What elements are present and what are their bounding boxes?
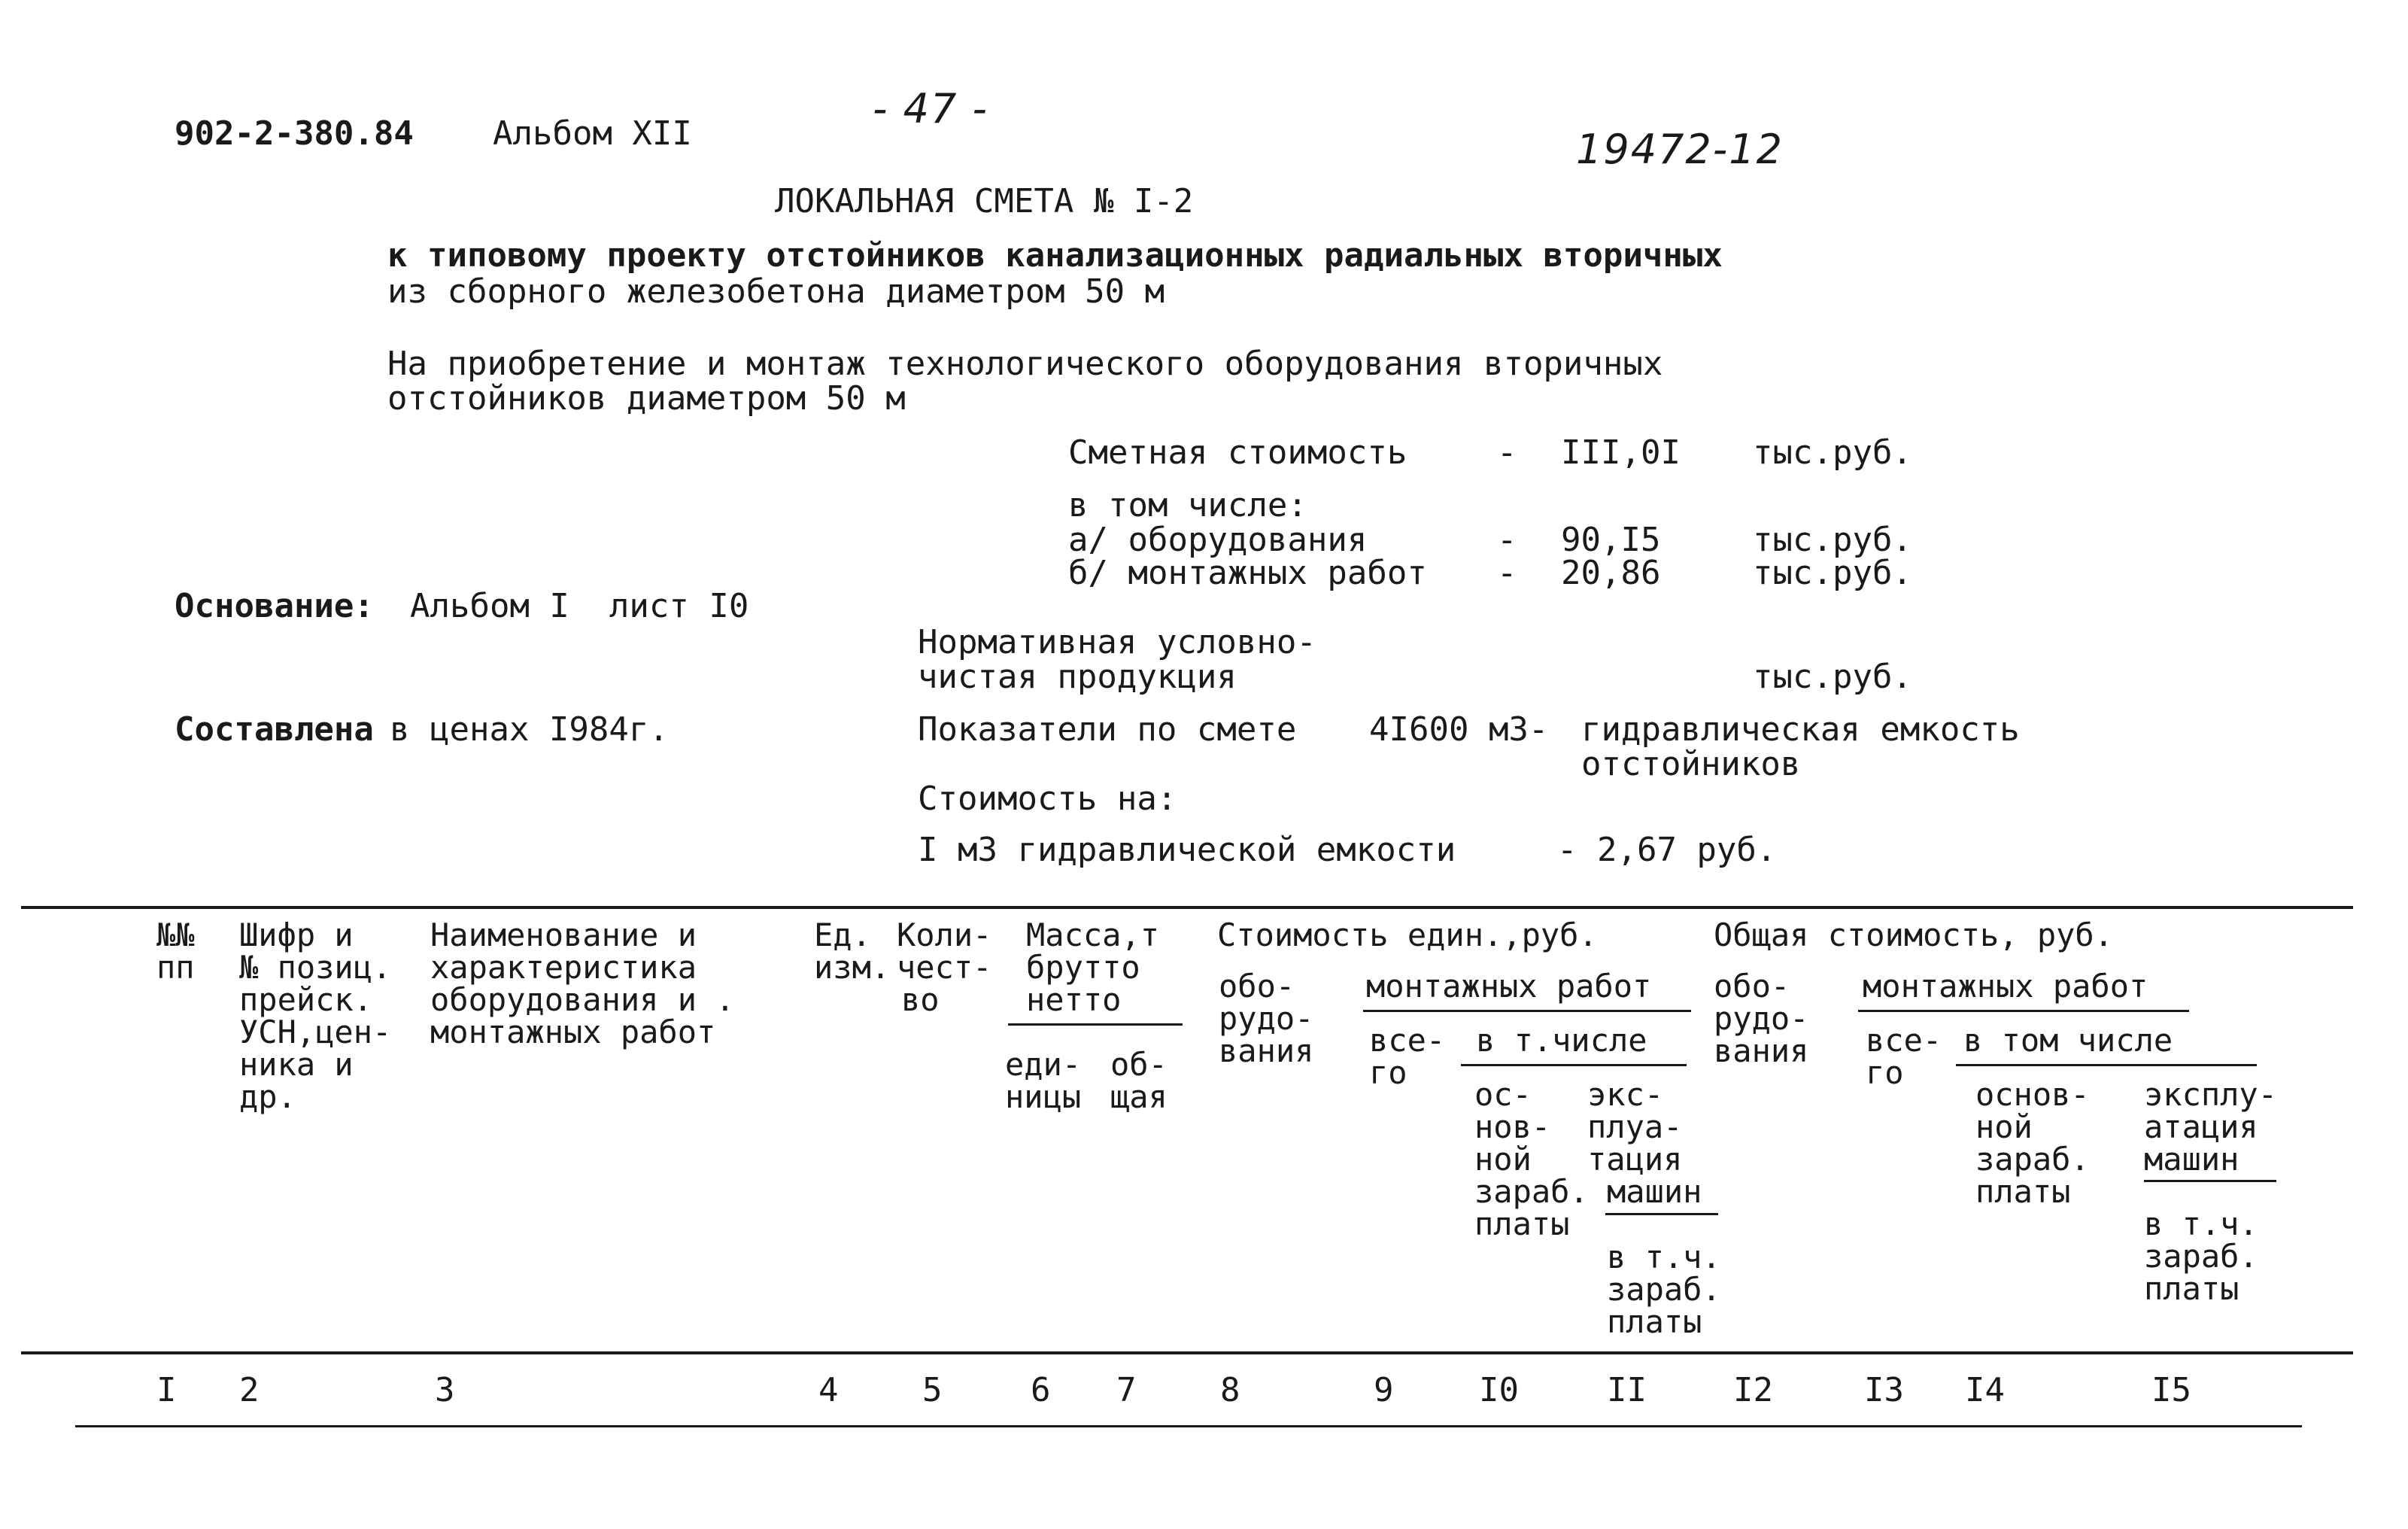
total-cost-machines-wages-3: платы [2144,1270,2239,1307]
document-code: 902-2-380.84 [175,114,414,153]
unit-cost-equipment-1: обо- [1219,968,1295,1005]
equipment-value: 90,I5 [1561,521,1661,559]
col-code-header-4: УСН,цен- [239,1014,392,1050]
equipment-unit: тыс.руб. [1753,521,1912,559]
column-number-5: 5 [922,1371,943,1409]
column-number-14: I4 [1965,1371,2005,1409]
col-name-header-1: Наименование и [430,916,697,953]
col-code-header-1: Шифр и [239,916,354,953]
installation-value: 20,86 [1561,554,1661,592]
total-cost-installation: монтажных работ [1863,968,2148,1005]
column-number-9: 9 [1374,1371,1394,1409]
unit-cost-machines-4: машин [1607,1173,1702,1210]
col-number-header-2: пп [156,949,195,986]
column-number-7: 7 [1116,1371,1137,1409]
column-number-3: 3 [435,1371,455,1409]
total-cost-total-1: все- [1866,1022,1942,1059]
indicators-desc-1: гидравлическая емкость [1581,710,2020,749]
column-number-8: 8 [1220,1371,1240,1409]
total-machines-underline [2144,1180,2276,1182]
column-number-15: I5 [2151,1371,2191,1409]
cost-per-label: Стоимость на: [918,780,1177,818]
col-mass-header: Масса,т [1026,916,1160,953]
unit-machines-underline [1605,1213,1718,1215]
basis-value: Альбом I лист I0 [410,587,749,625]
total-cost-wages-1: основ- [1975,1076,2090,1113]
col-number-header-1: №№ [156,916,195,953]
col-mass-net: нетто [1026,981,1122,1018]
col-unit-cost-title: Стоимость един.,руб. [1217,916,1598,953]
unit-cost-installation: монтажных работ [1366,968,1652,1005]
total-including-underline [1956,1064,2257,1066]
unit-installation-underline [1363,1010,1691,1012]
unit-cost-wages-3: ной [1474,1141,1532,1178]
unit-cost-total-2: го [1369,1054,1407,1091]
column-number-4: 4 [818,1371,839,1409]
installation-label: б/ монтажных работ [1068,554,1427,592]
cost-per-value: - 2,67 руб. [1557,831,1777,869]
total-cost-equipment-2: рудо- [1714,1000,1809,1037]
unit-cost-machines-2: плуа- [1587,1108,1683,1145]
unit-cost-wages-1: ос- [1474,1076,1532,1113]
col-code-header-6: др. [239,1078,296,1115]
col-mass-gross: брутто [1026,949,1140,986]
total-cost-machines-wages-1: в т.ч. [2144,1205,2258,1242]
estimate-title: ЛОКАЛЬНАЯ СМЕТА № I-2 [775,182,1194,220]
col-qty-header-1: Коли- [897,916,992,953]
cost-per-item: I м3 гидравлической емкости [918,831,1456,869]
unit-cost-equipment-3: вания [1219,1032,1314,1069]
total-cost-wages-4: платы [1975,1173,2071,1210]
normative-label-1: Нормативная условно- [918,623,1316,661]
col-mass-unit-1: еди- [1005,1046,1082,1083]
total-cost-dash: - [1497,433,1517,472]
column-number-12: I2 [1733,1371,1773,1409]
total-cost-wages-3: зараб. [1975,1141,2090,1178]
unit-cost-including: в т.числе [1476,1022,1647,1059]
unit-cost-machines-1: экс- [1587,1076,1664,1113]
col-name-header-3: оборудования и . [430,981,735,1018]
total-cost-machines-2: атация [2144,1108,2258,1145]
total-cost-value: III,0I [1561,433,1681,472]
col-code-header-2: № позиц. [239,949,392,986]
total-cost-wages-2: ной [1975,1108,2033,1145]
total-cost-total-2: го [1866,1054,1904,1091]
unit-cost-equipment-2: рудо- [1219,1000,1314,1037]
table-numbers-rule [75,1425,2302,1427]
equipment-dash: - [1497,521,1517,559]
total-cost-including: в том числе [1963,1022,2173,1059]
including-label: в том числе: [1068,486,1307,524]
total-cost-equipment-3: вания [1714,1032,1809,1069]
column-number-2: 2 [239,1371,260,1409]
col-unit-header-1: Ед. [814,916,871,953]
subtitle-line-2: из сборного железобетона диаметром 50 м [387,272,1165,311]
normative-label-2: чистая продукция [918,658,1237,696]
col-code-header-5: ника и [239,1046,354,1083]
installation-dash: - [1497,554,1517,592]
column-number-13: I3 [1864,1371,1904,1409]
total-cost-label: Сметная стоимость [1068,433,1407,472]
unit-cost-machines-wages-3: платы [1607,1303,1702,1340]
total-installation-underline [1858,1010,2189,1012]
basis-label: Основание: [175,587,374,625]
inventory-number: 19472-12 [1576,126,1784,173]
unit-cost-wages-4: зараб. [1474,1173,1589,1210]
unit-cost-wages-5: платы [1474,1205,1570,1242]
unit-including-underline [1461,1064,1687,1066]
col-name-header-2: характеристика [430,949,697,986]
indicators-value: 4I600 м3- [1369,710,1549,749]
col-mass-unit-2: ницы [1005,1078,1082,1115]
indicators-desc-2: отстойников [1581,745,1801,783]
total-cost-equipment-1: обо- [1714,968,1790,1005]
col-code-header-3: прейск. [239,981,373,1018]
purpose-line-2: отстойников диаметром 50 м [387,379,906,418]
column-number-10: I0 [1479,1371,1519,1409]
total-cost-machines-1: эксплу- [2144,1076,2278,1113]
column-number-11: II [1607,1371,1647,1409]
column-number-6: 6 [1031,1371,1051,1409]
purpose-line-1: На приобретение и монтаж технологического оборудования вторичных [387,345,1663,383]
unit-cost-machines-3: тация [1587,1141,1683,1178]
total-cost-unit: тыс.руб. [1753,433,1912,472]
page-number: - 47 - [873,85,989,132]
compiled-value: в ценах I984г. [390,710,669,749]
subtitle-line-1: к типовому проекту отстойников канализационных радиальных вторичных [387,236,1723,275]
total-cost-machines-wages-2: зараб. [2144,1238,2258,1275]
table-top-rule [21,906,2353,909]
installation-unit: тыс.руб. [1753,554,1912,592]
unit-cost-machines-wages-1: в т.ч. [1607,1239,1721,1275]
unit-cost-machines-wages-2: зараб. [1607,1271,1721,1308]
equipment-label: а/ оборудования [1068,521,1368,559]
unit-cost-wages-2: нов- [1474,1108,1551,1145]
unit-cost-total-1: все- [1369,1022,1446,1059]
table-header-rule [21,1351,2353,1354]
col-total-cost-title: Общая стоимость, руб. [1714,916,2114,953]
compiled-label: Составлена [175,710,374,749]
indicators-label: Показатели по смете [918,710,1297,749]
album-label: Альбом XII [493,114,692,153]
total-cost-machines-3: машин [2144,1141,2239,1178]
column-number-1: I [156,1371,177,1409]
normative-unit: тыс.руб. [1753,658,1912,696]
col-mass-total-2: щая [1110,1078,1168,1115]
col-mass-total-1: об- [1110,1046,1168,1083]
col-qty-header-3: во [901,981,940,1018]
col-name-header-4: монтажных работ [430,1014,716,1050]
mass-net-underline [1008,1023,1183,1026]
col-unit-header-2: изм. [814,949,891,986]
col-qty-header-2: чест- [897,949,992,986]
